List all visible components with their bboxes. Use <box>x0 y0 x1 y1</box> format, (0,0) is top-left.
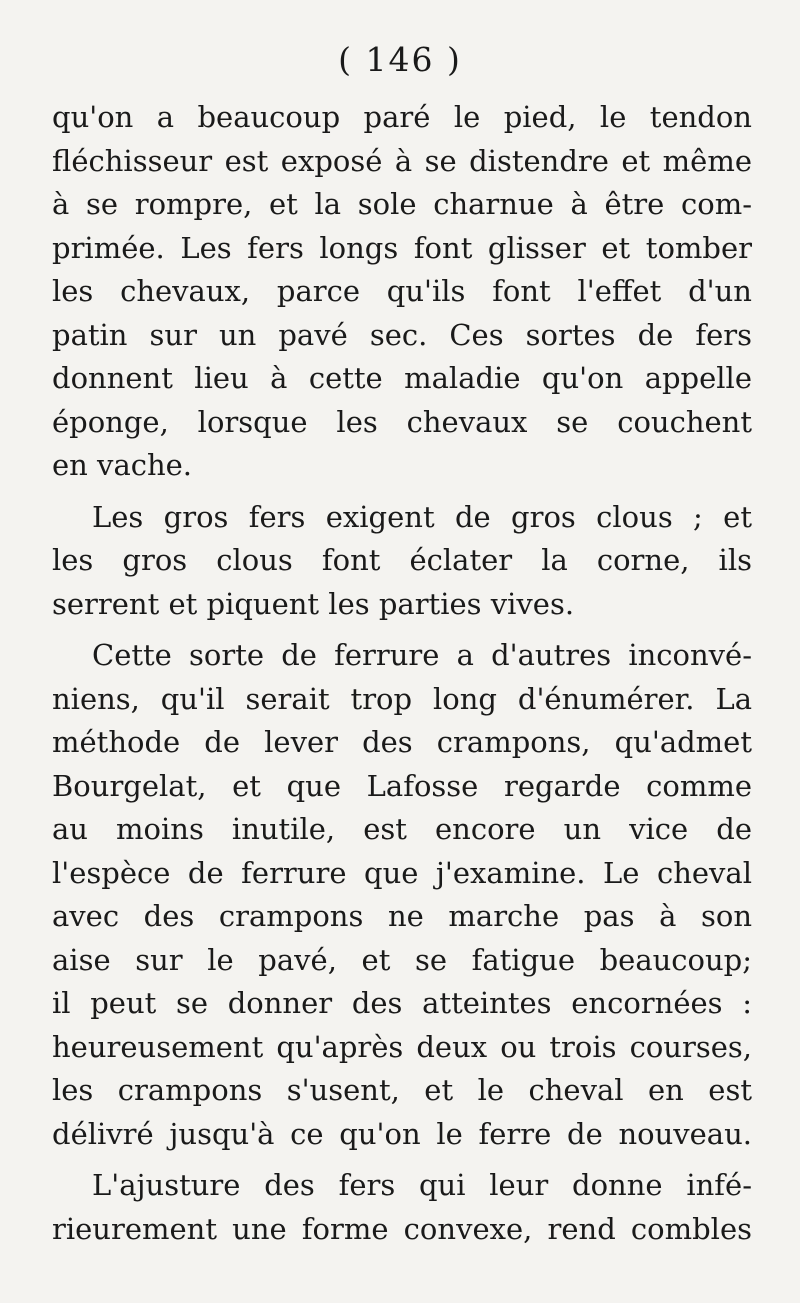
paragraph <box>52 1164 752 1251</box>
text-line: méthode de lever des crampons, qu'admet <box>52 725 752 759</box>
body-text <box>52 96 752 1251</box>
text-line: avec des crampons ne marche pas à son <box>52 899 752 933</box>
text-line: heureusement qu'après deux ou trois courses, <box>52 1029 752 1064</box>
page-number: ( 146 ) <box>338 40 462 79</box>
text-line: en vache. <box>52 448 193 482</box>
paragraph <box>52 96 752 488</box>
text-line: niens, qu'il serait trop long d'énumérer. La <box>52 681 752 716</box>
text-line: Les gros fers exigent de gros clous ; et <box>92 499 752 534</box>
paragraph <box>52 634 752 1156</box>
text-line: à se rompre, et la sole charnue à être com- <box>52 187 752 221</box>
text-line: fléchisseur est exposé à se distendre et même <box>52 143 752 178</box>
text-line: aise sur le pavé, et se fatigue beaucoup; <box>52 942 752 977</box>
text-line: patin sur un pavé sec. Ces sortes de fers <box>52 317 752 352</box>
text-line: il peut se donner des atteintes encornées : <box>52 986 752 1020</box>
text-line: serrent et piquent les parties vives. <box>52 586 575 621</box>
text-line: qu'on a beaucoup paré le pied, le tendon <box>52 100 752 134</box>
text-line: l'espèce de ferrure que j'examine. Le cheval <box>52 855 752 890</box>
text-line: L'ajusture des fers qui leur donne infé- <box>92 1168 752 1202</box>
text-line: les gros clous font éclater la corne, ils <box>52 543 752 577</box>
text-line: au moins inutile, est encore un vice de <box>52 812 752 846</box>
text-line: les crampons s'usent, et le cheval en est <box>52 1073 752 1107</box>
text-line: éponge, lorsque les chevaux se couchent <box>52 404 752 439</box>
text-line: rieurement une forme convexe, rend combles <box>52 1211 752 1246</box>
paragraph <box>52 496 752 627</box>
text-line: Cette sorte de ferrure a d'autres inconvé- <box>92 638 752 672</box>
text-line: primée. Les fers longs font glisser et tomber <box>52 230 752 265</box>
text-line: les chevaux, parce qu'ils font l'effet d'un <box>52 274 752 308</box>
text-line: délivré jusqu'à ce qu'on le ferre de nouveau. <box>52 1116 752 1151</box>
text-line: donnent lieu à cette maladie qu'on appelle <box>52 361 752 395</box>
text-line: Bourgelat, et que Lafosse regarde comme <box>52 768 752 803</box>
